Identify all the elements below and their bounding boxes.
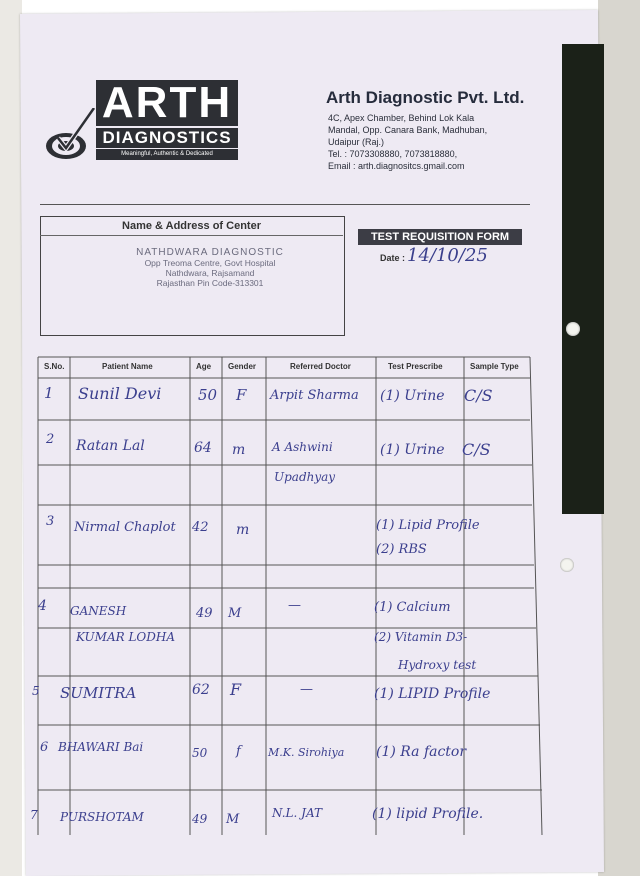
row-sno: 4 [38, 598, 47, 614]
row-test: (2) RBS [376, 542, 427, 557]
row-gender: F [230, 680, 242, 699]
row-patient-name: KUMAR LODHA [76, 630, 176, 644]
row-age: 64 [194, 440, 212, 456]
row-patient-name: Nirmal Chaplot [74, 520, 176, 535]
center-heading: Name & Address of Center [122, 220, 261, 232]
stamp-line: NATHDWARA DIAGNOSTIC [136, 247, 284, 258]
date-value: 14/10/25 [407, 245, 488, 266]
row-patient-name: BHAWARI Bai [58, 740, 144, 754]
row-doctor: — [288, 598, 301, 613]
row-test: (1) Urine [380, 442, 445, 458]
row-test: (1) Urine [380, 388, 445, 404]
header-sample-type: Sample Type [470, 362, 519, 371]
row-doctor: A Ashwini [272, 440, 333, 454]
row-doctor: — [300, 682, 313, 697]
row-gender: m [232, 442, 246, 458]
row-gender: M [226, 812, 240, 827]
row-sno: 2 [46, 432, 55, 447]
row-patient-name: SUMITRA [60, 684, 137, 702]
company-name: Arth Diagnostic Pvt. Ltd. [326, 88, 525, 107]
row-patient-name: Ratan Lal [76, 438, 145, 454]
logo-tagline: Meaningful, Authentic & Dedicated [96, 149, 238, 160]
company-phone: Tel. : 7073308880, 7073818880, [328, 149, 458, 159]
row-gender: M [228, 606, 242, 621]
header-sno: S.No. [44, 362, 65, 371]
row-patient-name: GANESH [70, 604, 127, 618]
row-age: 50 [192, 746, 208, 760]
row-gender: F [236, 386, 247, 404]
row-test: (1) lipid Profile. [372, 806, 484, 822]
logo-arth: ARTH [96, 80, 238, 126]
row-sno: 1 [44, 384, 54, 402]
row-sno: 5 [32, 684, 40, 698]
stamp-line: Opp Treoma Centre, Govt Hospital [144, 258, 276, 268]
header-gender: Gender [228, 362, 257, 371]
row-sample: C/S [462, 440, 491, 459]
date-label: Date : [380, 253, 406, 263]
row-patient-name: Sunil Devi [78, 384, 162, 403]
row-doctor: Arpit Sharma [270, 388, 359, 403]
row-age: 49 [196, 606, 213, 621]
header-test-prescribe: Test Prescribe [388, 362, 443, 371]
stamp-line: Nathdwara, Rajsamand [165, 268, 255, 278]
header-referred-doctor: Referred Doctor [290, 362, 351, 371]
row-age: 62 [192, 682, 210, 698]
row-age: 50 [198, 386, 218, 404]
row-age: 42 [192, 520, 209, 535]
logo-diagnostics: DIAGNOSTICS [96, 128, 238, 148]
row-age: 49 [192, 812, 208, 826]
row-test: (1) Calcium [374, 600, 451, 615]
header-age: Age [196, 362, 212, 371]
row-test: (1) LIPID Profile [374, 686, 491, 702]
stamp-line: Rajasthan Pin Code-313301 [156, 278, 264, 288]
row-sno: 3 [46, 514, 55, 529]
row-sno: 6 [40, 740, 49, 755]
row-sample: C/S [464, 386, 493, 405]
row-patient-name: PURSHOTAM [60, 810, 144, 824]
row-test: (2) Vitamin D3- [374, 630, 468, 644]
address-line: 4C, Apex Chamber, Behind Lok Kala [328, 113, 475, 123]
company-email: Email : arth.diagnositcs.gmail.com [328, 161, 465, 171]
row-gender: m [236, 522, 250, 538]
row-test: (1) Lipid Profile [376, 518, 480, 533]
row-doctor: M.K. Sirohiya [268, 746, 345, 759]
row-doctor: Upadhyay [274, 470, 336, 484]
row-test: (1) Ra factor [376, 744, 467, 760]
row-sno: 7 [30, 808, 38, 822]
address-line: Udaipur (Raj.) [328, 137, 385, 147]
address-line: Mandal, Opp. Canara Bank, Madhuban, [328, 125, 488, 135]
form-title: TEST REQUISITION FORM [358, 229, 522, 245]
row-doctor: N.L. JAT [272, 806, 322, 820]
header-patient-name: Patient Name [102, 362, 153, 371]
row-test: Hydroxy test [398, 658, 477, 672]
row-gender: f [236, 744, 241, 759]
